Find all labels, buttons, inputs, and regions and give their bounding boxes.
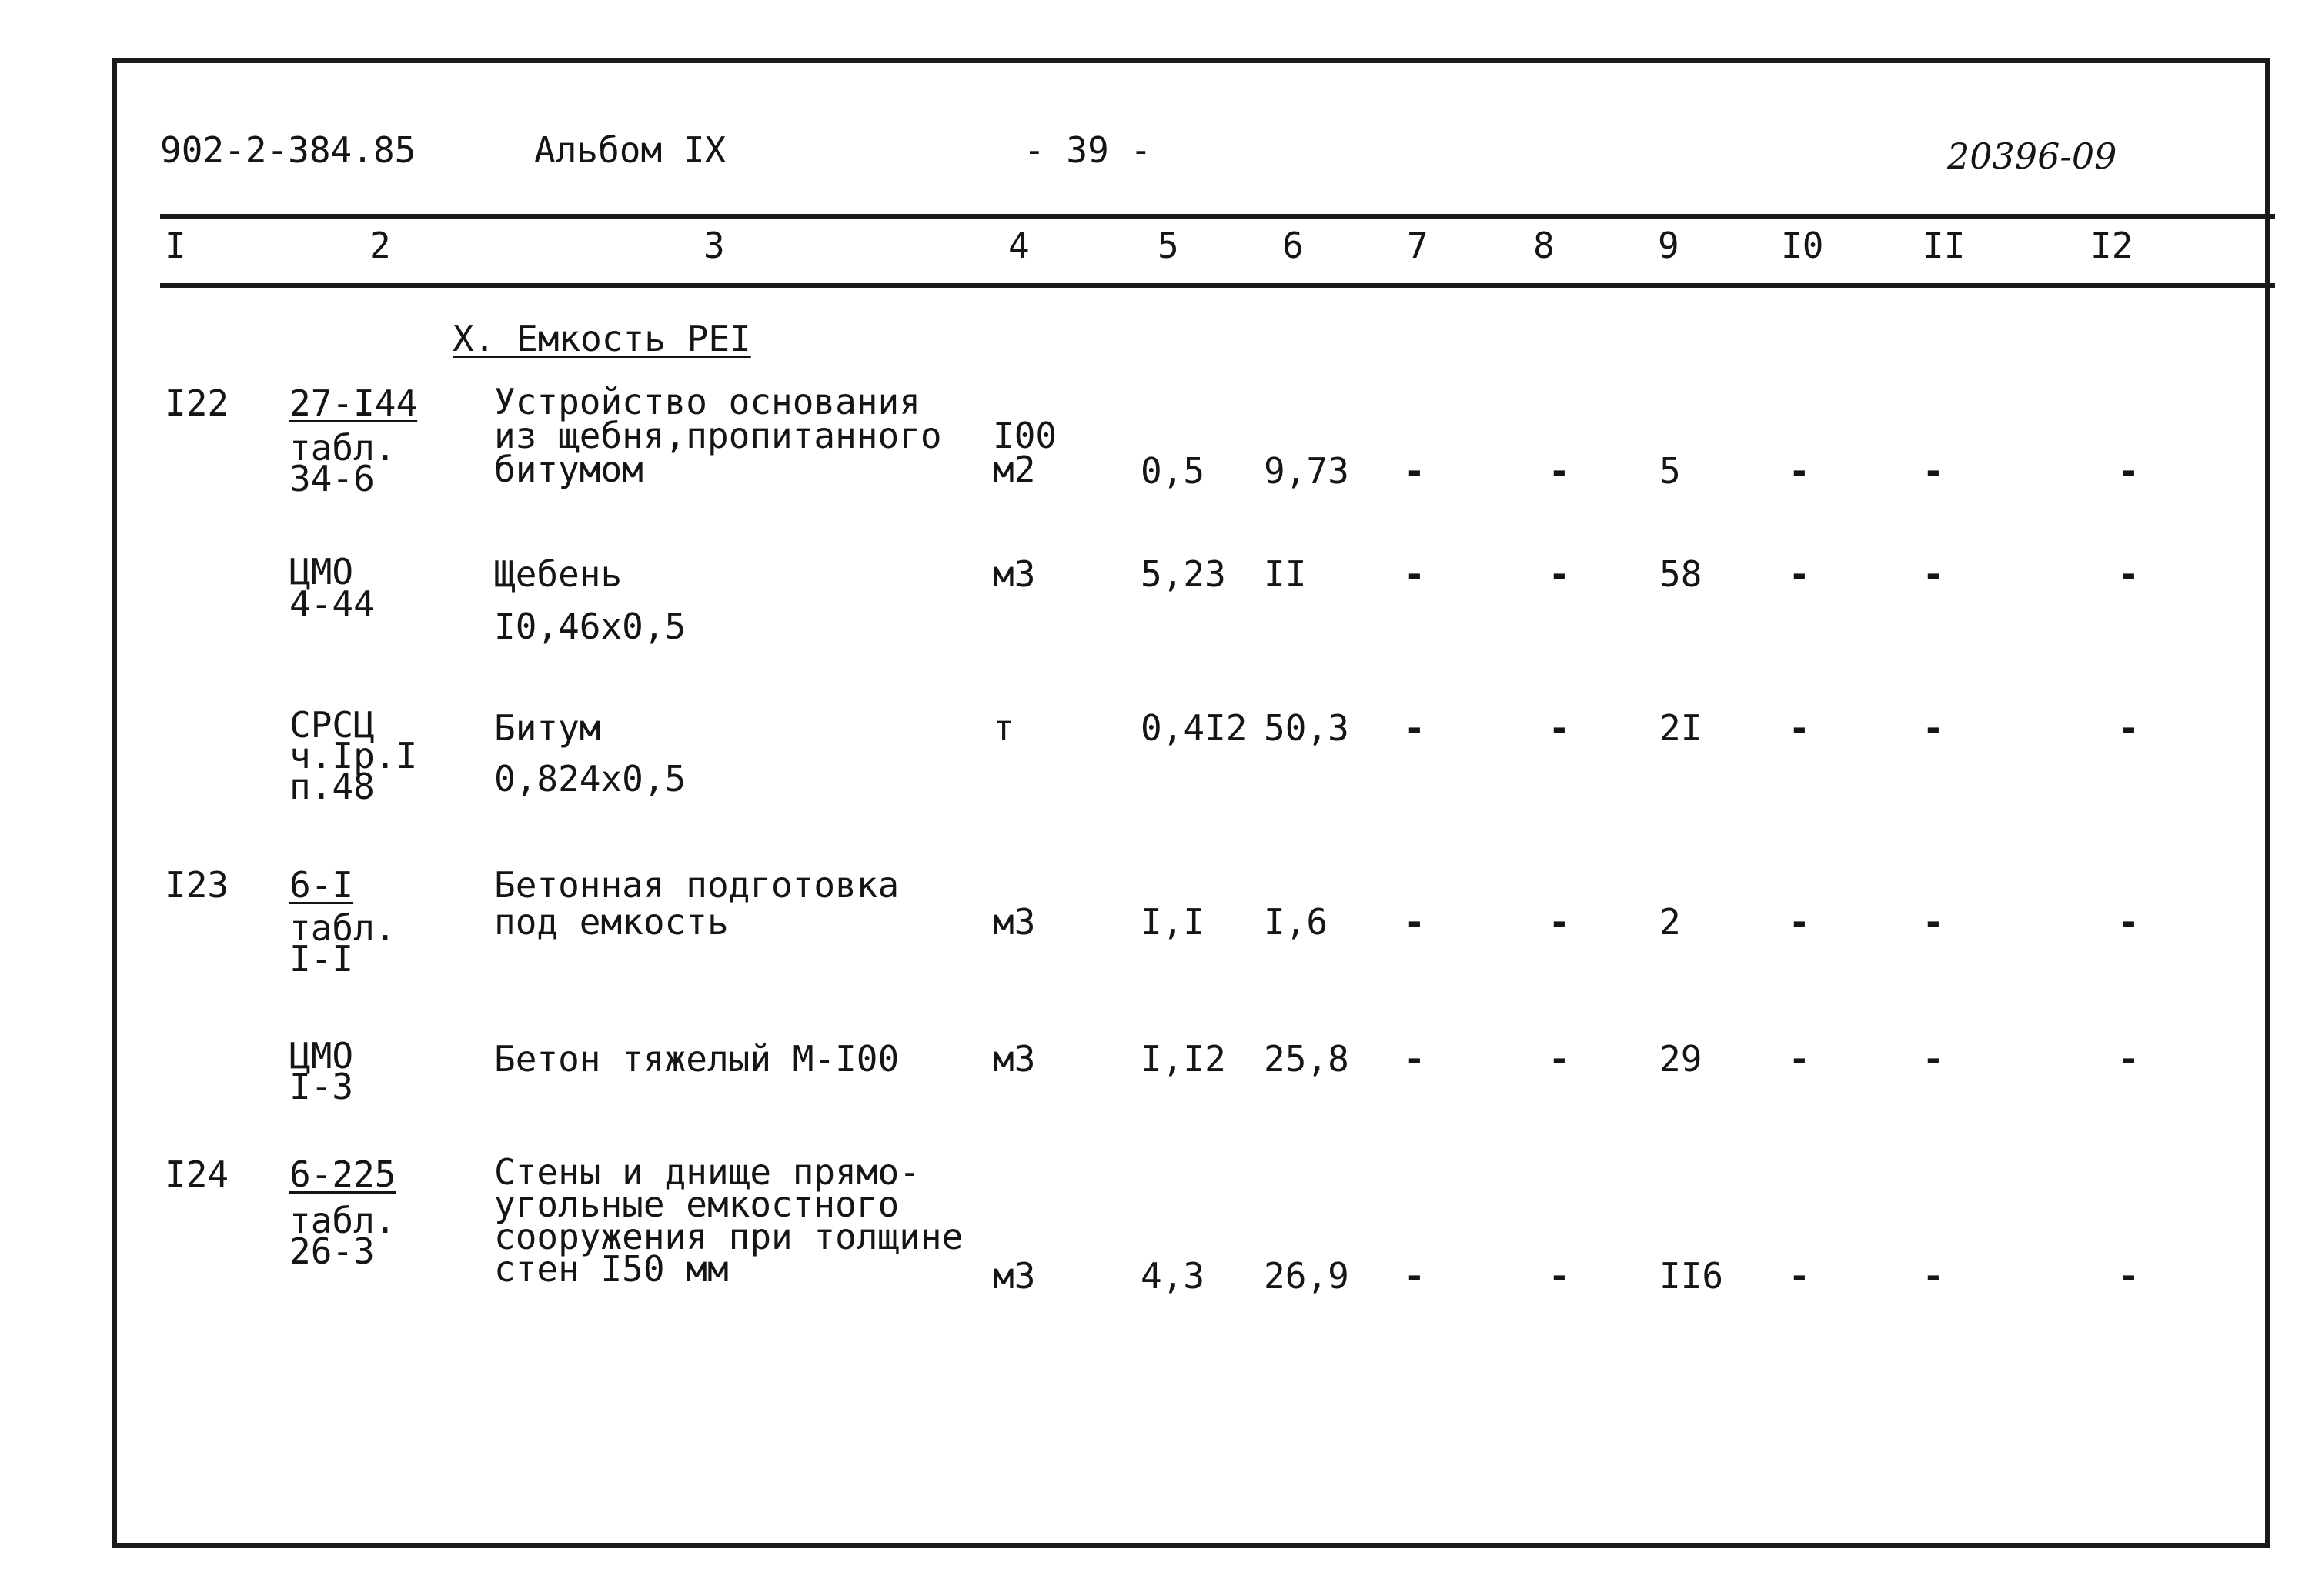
column-number: 3 xyxy=(703,225,725,266)
norm-table-ref: табл. 34-6 xyxy=(289,427,396,499)
work-description: Бетон тяжелый М-I00 xyxy=(494,1038,900,1080)
total-cost: 29 xyxy=(1659,1038,1702,1080)
column-10-value: - xyxy=(1789,901,1810,943)
quantity: 5,23 xyxy=(1141,553,1226,595)
unit: м3 xyxy=(993,1038,1036,1080)
quantity: 0,4I2 xyxy=(1141,707,1248,749)
column-10-value: - xyxy=(1789,553,1810,595)
column-12-value: - xyxy=(2118,450,2140,492)
unit-cost: 25,8 xyxy=(1264,1038,1349,1080)
column-8-value: - xyxy=(1549,1255,1570,1297)
quantity: 0,5 xyxy=(1141,450,1205,492)
column-number: 8 xyxy=(1533,225,1555,266)
norm-table-ref: СРСЦ ч.Iр.I п.48 xyxy=(289,704,418,807)
column-number: 9 xyxy=(1658,225,1679,266)
page-number: - 39 - xyxy=(1024,129,1152,171)
column-11-value: - xyxy=(1923,1255,1944,1297)
column-11-value: - xyxy=(1923,1038,1944,1080)
total-cost: II6 xyxy=(1659,1255,1724,1297)
norm-code: 6-225 xyxy=(289,1154,396,1195)
total-cost: 2I xyxy=(1659,707,1702,749)
row-number: I24 xyxy=(165,1154,229,1195)
quantity-calculation: I0,46x0,5 xyxy=(494,606,687,647)
unit-cost: 26,9 xyxy=(1264,1255,1349,1297)
column-8-value: - xyxy=(1549,1038,1570,1080)
column-8-value: - xyxy=(1549,450,1570,492)
column-number: 6 xyxy=(1282,225,1304,266)
unit: I00 м2 xyxy=(993,415,1057,490)
work-description: Устройство основания из щебня,пропитанного битумом xyxy=(494,381,942,490)
unit: м3 xyxy=(993,553,1036,595)
column-12-value: - xyxy=(2118,553,2140,595)
column-number: 5 xyxy=(1158,225,1179,266)
document-frame xyxy=(112,58,2270,1548)
row-number: I23 xyxy=(165,864,229,906)
norm-table-ref: ЦМО I-3 xyxy=(289,1035,354,1107)
column-12-value: - xyxy=(2118,1255,2140,1297)
column-8-value: - xyxy=(1549,553,1570,595)
work-description: Битум xyxy=(494,707,601,749)
column-10-value: - xyxy=(1789,707,1810,749)
column-11-value: - xyxy=(1923,450,1944,492)
column-7-value: - xyxy=(1404,707,1425,749)
column-10-value: - xyxy=(1789,1038,1810,1080)
total-cost: 5 xyxy=(1659,450,1681,492)
album-label: Альбом IX xyxy=(534,129,727,171)
column-number: I xyxy=(165,225,186,266)
column-7-value: - xyxy=(1404,553,1425,595)
column-12-value: - xyxy=(2118,901,2140,943)
column-11-value: - xyxy=(1923,553,1944,595)
quantity: 4,3 xyxy=(1141,1255,1205,1297)
header-rule-top xyxy=(160,214,2275,219)
work-description: Стены и днище прямо- угольные емкостного сооружения при толщине стен I50 мм xyxy=(494,1151,964,1290)
total-cost: 2 xyxy=(1659,901,1681,943)
unit-cost: I,6 xyxy=(1264,901,1328,943)
column-11-value: - xyxy=(1923,707,1944,749)
unit: м3 xyxy=(993,1255,1036,1297)
column-11-value: - xyxy=(1923,901,1944,943)
quantity: I,I2 xyxy=(1141,1038,1226,1080)
column-7-value: - xyxy=(1404,1038,1425,1080)
sheet-code: 20396-09 xyxy=(1947,135,2117,177)
column-number: 7 xyxy=(1407,225,1428,266)
column-number: I0 xyxy=(1781,225,1824,266)
column-number: 4 xyxy=(1008,225,1030,266)
unit-cost: 9,73 xyxy=(1264,450,1349,492)
section-title: X. Емкость PEI xyxy=(453,318,751,359)
column-number: I2 xyxy=(2090,225,2133,266)
total-cost: 58 xyxy=(1659,553,1702,595)
unit: м3 xyxy=(993,901,1036,943)
norm-code: 6-I xyxy=(289,864,354,906)
work-description: Щебень xyxy=(494,553,623,595)
norm-table-ref: табл. I-I xyxy=(289,907,396,980)
column-7-value: - xyxy=(1404,450,1425,492)
column-7-value: - xyxy=(1404,1255,1425,1297)
row-number: I22 xyxy=(165,382,229,424)
unit-cost: 50,3 xyxy=(1264,707,1349,749)
column-number: II xyxy=(1923,225,1966,266)
column-10-value: - xyxy=(1789,1255,1810,1297)
quantity: I,I xyxy=(1141,901,1205,943)
column-7-value: - xyxy=(1404,901,1425,943)
quantity-calculation: 0,824x0,5 xyxy=(494,758,687,800)
column-8-value: - xyxy=(1549,901,1570,943)
norm-code: 27-I44 xyxy=(289,382,418,424)
norm-table-ref: табл. 26-3 xyxy=(289,1200,396,1272)
column-8-value: - xyxy=(1549,707,1570,749)
column-10-value: - xyxy=(1789,450,1810,492)
norm-table-ref: ЦМО 4-44 xyxy=(289,551,375,625)
header-rule-bottom xyxy=(160,283,2275,288)
column-12-value: - xyxy=(2118,707,2140,749)
column-number: 2 xyxy=(369,225,391,266)
document-code: 902-2-384.85 xyxy=(160,129,416,171)
column-12-value: - xyxy=(2118,1038,2140,1080)
unit-cost: II xyxy=(1264,553,1307,595)
unit: т xyxy=(993,707,1014,749)
work-description: Бетонная подготовка под емкость xyxy=(494,864,900,943)
